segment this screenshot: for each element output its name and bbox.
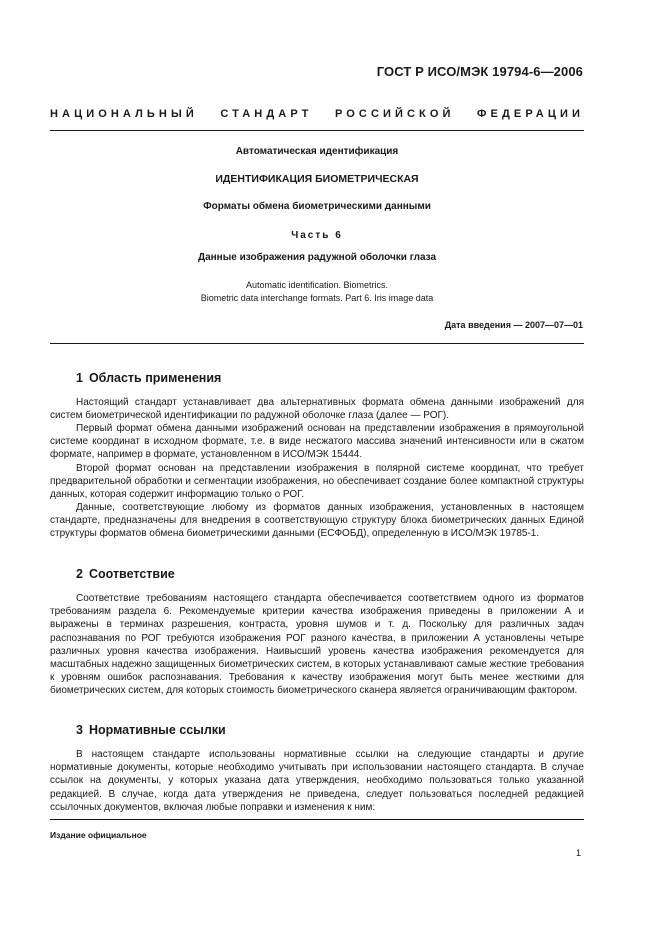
paragraph: Настоящий стандарт устанавливает два альтернативных формата обмена данными изображений для систем биометрической идентификации по радужной оболочке глаза (далее — РОГ).	[50, 397, 584, 422]
section-title: Соответствие	[88, 567, 175, 581]
section-title: Нормативные ссылки	[88, 723, 226, 737]
section-title: Область применения	[88, 371, 222, 385]
section-heading-2	[76, 567, 175, 581]
paragraph: Второй формат основан на представлении изображения в полярной системе координат, что требует предварительной обработки и сегментации изображения, но обеспечивает создание более компактной структуры данных, которая содержит информацию только о РОГ.	[50, 463, 584, 501]
title-iris-data: Данные изображения радужной оболочки глаза	[197, 252, 437, 263]
national-standard-title: НАЦИОНАЛЬНЫЙ СТАНДАРТ РОССИЙСКОЙ ФЕДЕРАЦИИ	[50, 108, 584, 120]
section-heading-1	[76, 371, 221, 385]
document-code: ГОСТ Р ИСО/МЭК 19794-6—2006	[376, 64, 583, 79]
title-formats: Форматы обмена биометрическими данными	[203, 201, 431, 212]
introduction-date: Дата введения — 2007—07—01	[444, 320, 583, 330]
paragraph: Первый формат обмена данными изображений основан на представлении изображения в прямоугольной системе координат в исходном формате, т.е. в виде несжатого массива значений интенсивности или в сжатом формате, например в формате, установленном в ИСО/МЭК 15444.	[50, 423, 584, 461]
section-number: 1	[76, 371, 83, 385]
page-number: 1	[575, 848, 581, 858]
english-title-line-2: Biometric data interchange formats. Part 6. Iris image data	[200, 293, 434, 303]
paragraph: Данные, соответствующие любому из форматов данных изображения, установленных в настоящем стандарте, предназначены для внедрения в соответствующую структуру блока биометрических данных Единой структуры форматов обмена биометрическими данными (ЕСФОБД), определенную в ИСО/МЭК 19785-1.	[50, 502, 584, 540]
header-rule	[50, 130, 584, 131]
section-number: 2	[76, 567, 83, 581]
english-title-line-1: Automatic identification. Biometrics.	[245, 280, 389, 290]
paragraph: Соответствие требованиям настоящего стандарта обеспечивается соответствием одного из форматов требованиям раздела 6. Рекомендуемые критерии качества изображения приведены в приложении А и выражены в терминах разрешения, контраста, уровня шумов и т. д. Поскольку для различных задач распознавания по РОГ требуются изображения РОГ разного качества, в приложении А установлены четыре различных уровня качества изображения. Наивысший уровень качества изображения рекомендуется для масштабных надежно защищенных биометрических систем, в которых устанавливают самые жесткие требования к уровням ошибок распознавания. Требования к качеству изображения могут быть менее жесткими для биометрических систем, для которых стоимость биометрического сканера является ограничивающим фактором.	[50, 593, 584, 697]
footer-rule	[50, 819, 584, 820]
title-part: Часть 6	[291, 230, 343, 241]
title-main: ИДЕНТИФИКАЦИЯ БИОМЕТРИЧЕСКАЯ	[215, 173, 419, 185]
section-heading-3	[76, 723, 226, 737]
title-auto-identification: Автоматическая идентификация	[235, 146, 399, 157]
date-rule	[50, 343, 584, 344]
section-number: 3	[76, 723, 83, 737]
paragraph: В настоящем стандарте использованы нормативные ссылки на следующие стандарты и другие нормативные документы, которые необходимо учитывать при использовании настоящего стандарта. В случае ссылок на документы, у которых указана дата утверждения, необходимо пользоваться только указанной редакцией. В случае, когда дата утверждения не приведена, следует пользоваться последней редакцией ссылочных документов, включая любые поправки и изменения к ним:	[50, 749, 584, 813]
edition-label: Издание официальное	[50, 830, 147, 840]
